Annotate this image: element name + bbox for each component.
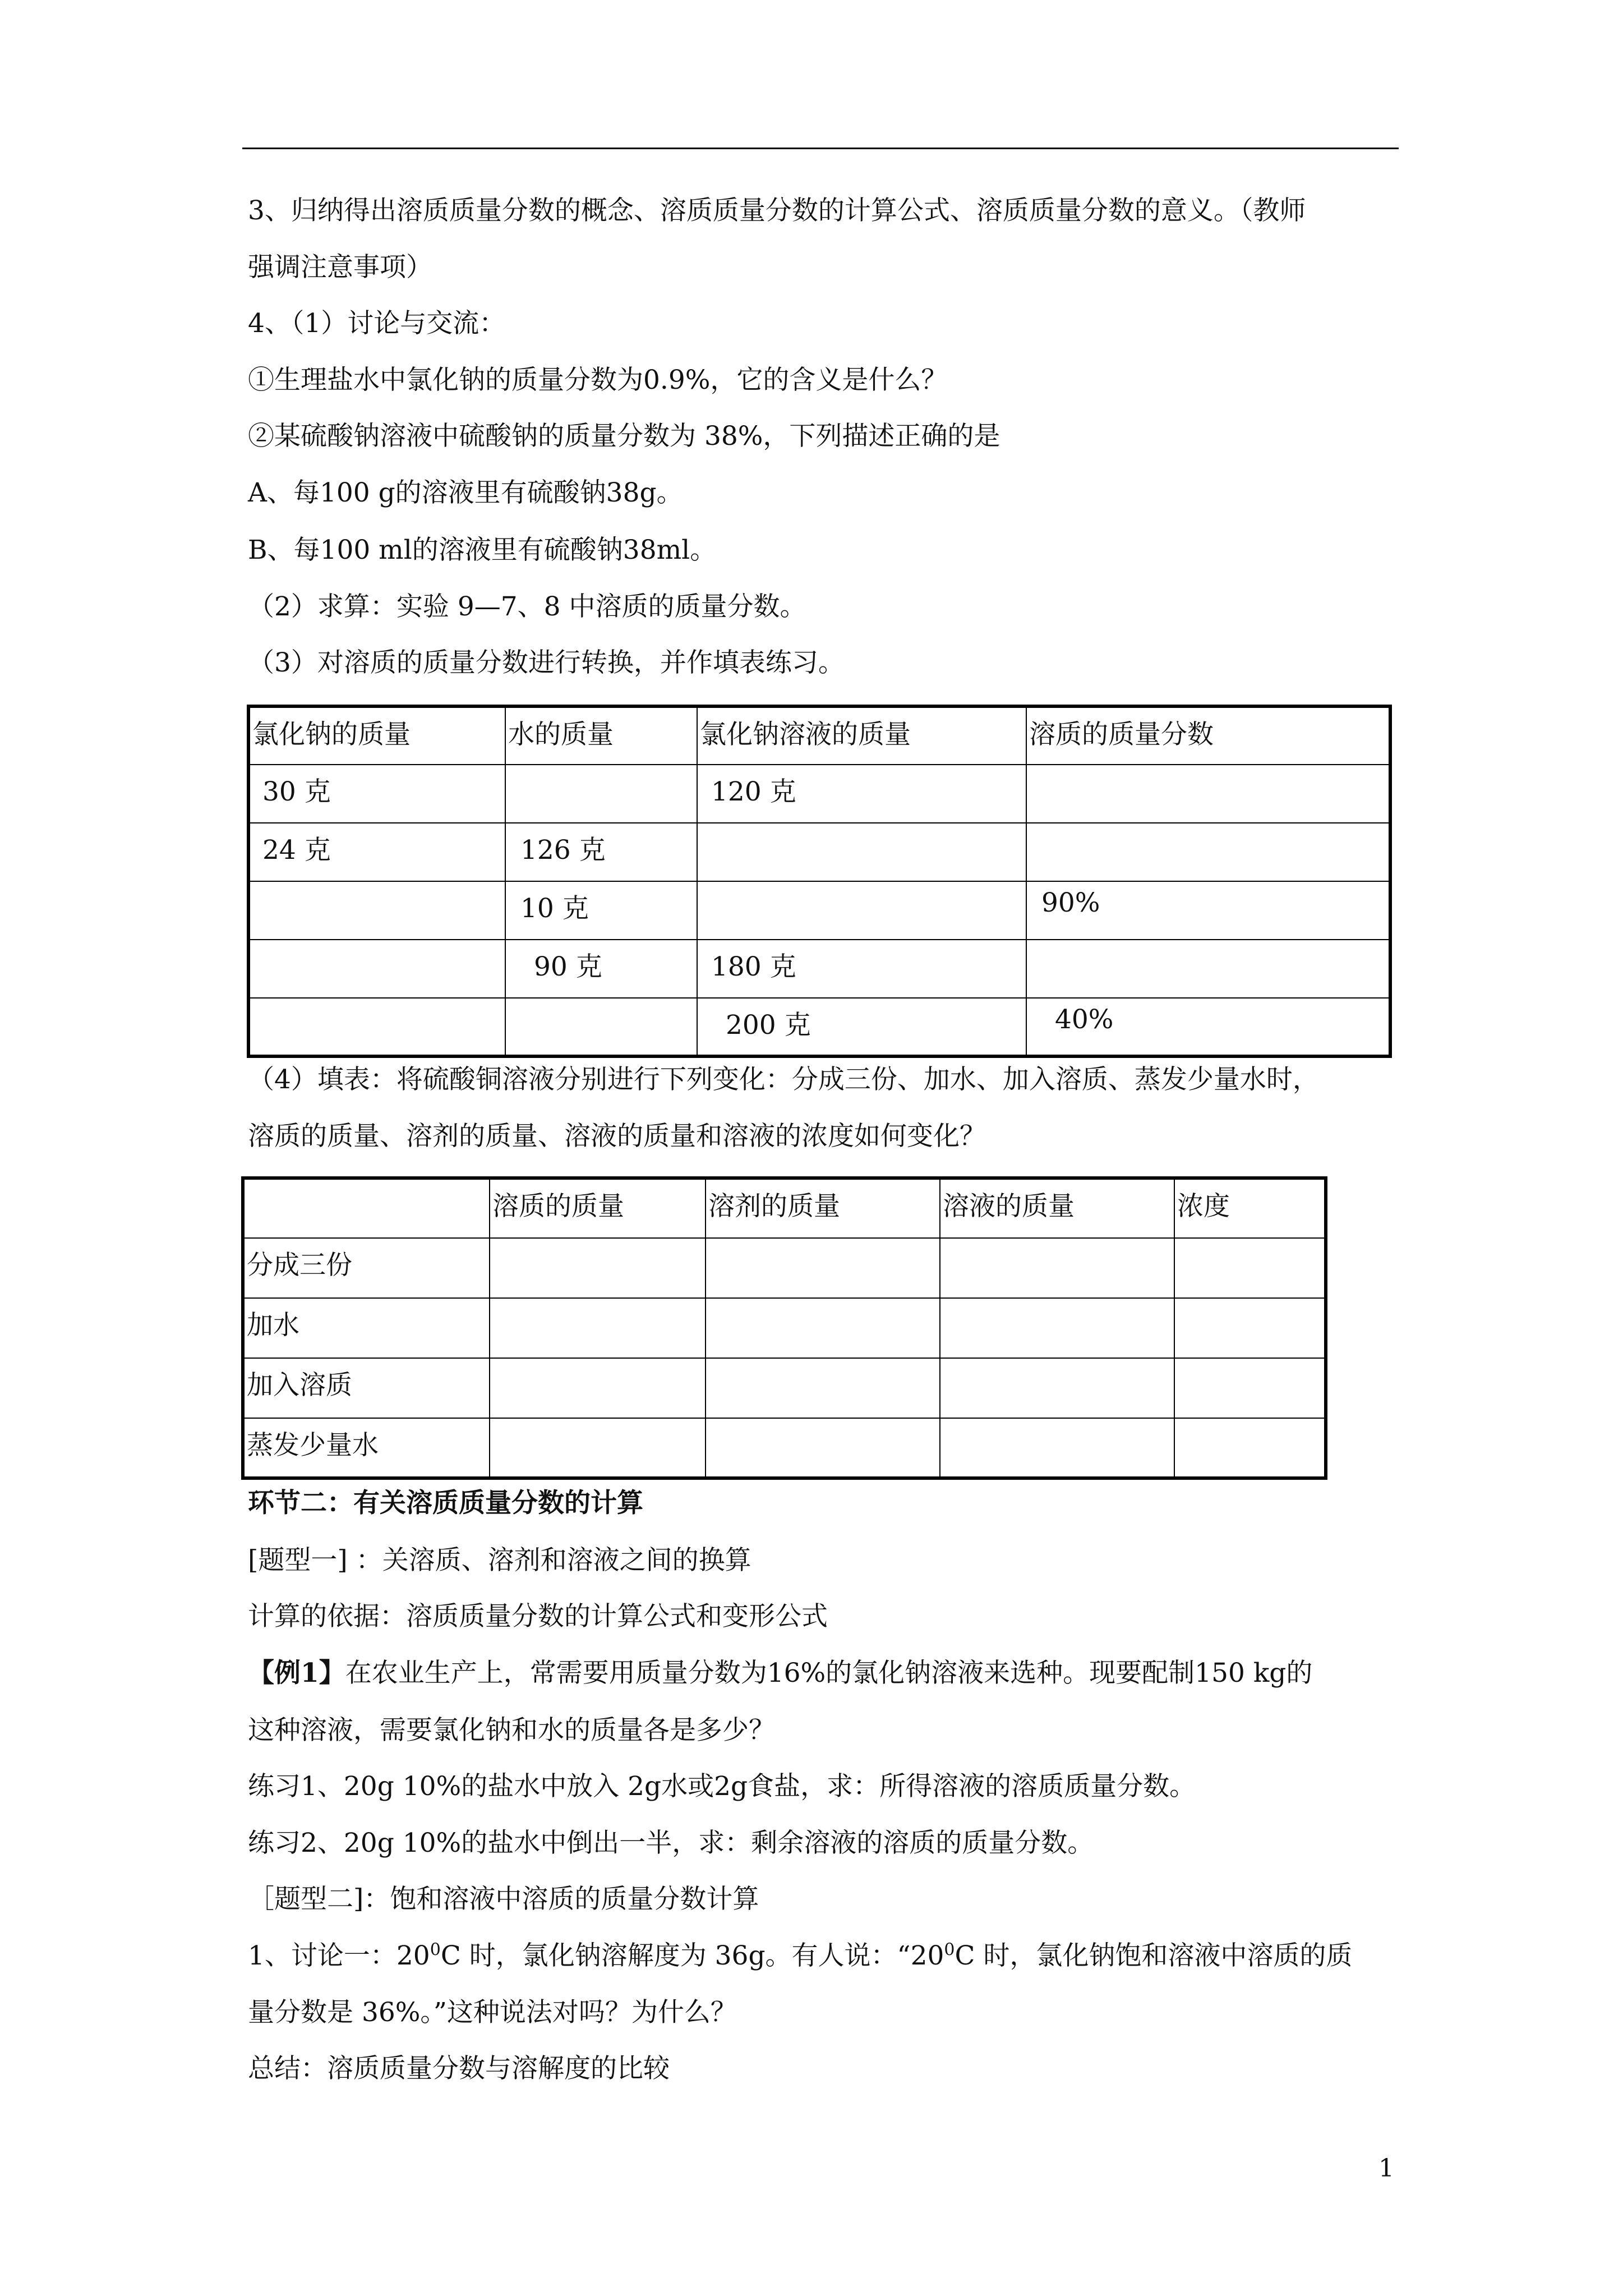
example-text: 在农业生产上，常需要用质量分数为16%的氯化钠溶液来选种。现要配制150 kg的 [345, 1658, 1313, 1688]
table-cell: 24 克 [248, 823, 505, 881]
table-cell: 120 克 [697, 765, 1026, 823]
table-cell: 180 克 [697, 940, 1026, 998]
paragraph-line: （3）对溶质的质量分数进行转换，并作填表练习。 [248, 647, 845, 678]
table-cell [697, 823, 1026, 881]
question-type-2: ［题型二]：饱和溶液中溶质的质量分数计算 [248, 1884, 759, 1915]
table-cell [505, 998, 697, 1056]
section-heading: 环节二：有关溶质质量分数的计算 [248, 1488, 643, 1519]
practice-1: 练习1、20g 10%的盐水中放入 2g水或2g食盐，求：所得溶液的溶质质量分数。 [248, 1771, 1196, 1802]
change-table [241, 1176, 1327, 1480]
table-cell: 126 克 [505, 823, 697, 881]
table-header-cell: 溶质的质量分数 [1026, 706, 1390, 765]
table-cell [490, 1298, 706, 1358]
table-cell: 90% [1026, 881, 1390, 940]
table-cell [1026, 823, 1390, 881]
paragraph-line: 计算的依据：溶质质量分数的计算公式和变形公式 [248, 1601, 828, 1632]
table-cell [248, 881, 505, 940]
table-cell [940, 1358, 1174, 1418]
table-cell: 200 克 [697, 998, 1026, 1056]
conversion-table [247, 705, 1392, 1058]
table-cell [1174, 1298, 1326, 1358]
table-cell [248, 940, 505, 998]
paragraph-line: 3、归纳得出溶质质量分数的概念、溶质质量分数的计算公式、溶质质量分数的意义。（教师 [248, 195, 1306, 226]
option-a: A、每100 g的溶液里有硫酸钠38g。 [248, 477, 683, 508]
paragraph-line: 这种溶液，需要氯化钠和水的质量各是多少？ [248, 1715, 775, 1746]
paragraph-line: （4）填表：将硫酸铜溶液分别进行下列变化：分成三份、加水、加入溶质、蒸发少量水时， [248, 1064, 1319, 1095]
table-header-cell: 溶剂的质量 [706, 1178, 940, 1238]
table-cell [706, 1418, 940, 1478]
table-header-cell: 氯化钠溶液的质量 [697, 706, 1026, 765]
table-cell [1026, 940, 1390, 998]
superscript: 0 [430, 1940, 441, 1960]
summary-line: 总结：溶质质量分数与溶解度的比较 [248, 2053, 670, 2084]
table-cell [706, 1298, 940, 1358]
text-span: C 时，氯化钠饱和溶液中溶质的质 [955, 1940, 1353, 1971]
table-cell [490, 1358, 706, 1418]
option-b: B、每100 ml的溶液里有硫酸钠38ml。 [248, 535, 717, 565]
example-tag: 【例1】 [248, 1658, 345, 1688]
table-cell [490, 1418, 706, 1478]
table-cell: 10 克 [505, 881, 697, 940]
table-cell [1174, 1418, 1326, 1478]
practice-2: 练习2、20g 10%的盐水中倒出一半，求：剩余溶液的溶质的质量分数。 [248, 1828, 1094, 1858]
text-span: C 时，氯化钠溶解度为 36g。有人说：“20 [440, 1940, 944, 1971]
row-label: 蒸发少量水 [243, 1418, 490, 1478]
table-cell [706, 1358, 940, 1418]
superscript: 0 [944, 1940, 955, 1960]
table-cell [490, 1238, 706, 1298]
row-label: 加水 [243, 1298, 490, 1358]
paragraph-line: 量分数是 36%。”这种说法对吗？为什么？ [248, 1997, 737, 2028]
table-cell [1174, 1358, 1326, 1418]
page-number: 1 [1378, 2154, 1394, 2183]
table-cell [1174, 1238, 1326, 1298]
table-cell [940, 1418, 1174, 1478]
table-cell [248, 998, 505, 1056]
paragraph-line: 4、（1）讨论与交流： [248, 308, 506, 339]
text-span: 1、讨论一：20 [248, 1940, 430, 1971]
table-cell: 90 克 [505, 940, 697, 998]
paragraph-line: 强调注意事项） [248, 252, 432, 283]
table-cell [706, 1238, 940, 1298]
paragraph-line: ②某硫酸钠溶液中硫酸钠的质量分数为 38%，下列描述正确的是 [248, 421, 1000, 452]
table-header-cell: 溶液的质量 [940, 1178, 1174, 1238]
row-label: 分成三份 [243, 1238, 490, 1298]
table-header-cell: 水的质量 [505, 706, 697, 765]
row-label: 加入溶质 [243, 1358, 490, 1418]
question-type-1: [题型一] ：关溶质、溶剂和溶液之间的换算 [248, 1545, 751, 1576]
table-cell: 30 克 [248, 765, 505, 823]
example-line [248, 1657, 1312, 1690]
paragraph-line: （2）求算：实验 9—7、8 中溶质的质量分数。 [248, 591, 806, 622]
table-cell: 40% [1026, 998, 1390, 1056]
table-cell [1026, 765, 1390, 823]
table-cell [697, 881, 1026, 940]
header-rule [242, 148, 1399, 149]
table-header-cell [243, 1178, 490, 1238]
discussion-line [248, 1939, 1352, 1973]
table-cell [505, 765, 697, 823]
paragraph-line: ①生理盐水中氯化钠的质量分数为0.9%，它的含义是什么？ [248, 365, 948, 395]
table-header-cell: 浓度 [1174, 1178, 1326, 1238]
table-header-cell: 氯化钠的质量 [248, 706, 505, 765]
paragraph-line: 溶质的质量、溶剂的质量、溶液的质量和溶液的浓度如何变化？ [248, 1121, 986, 1152]
table-cell [940, 1298, 1174, 1358]
table-cell [940, 1238, 1174, 1298]
table-header-cell: 溶质的质量 [490, 1178, 706, 1238]
